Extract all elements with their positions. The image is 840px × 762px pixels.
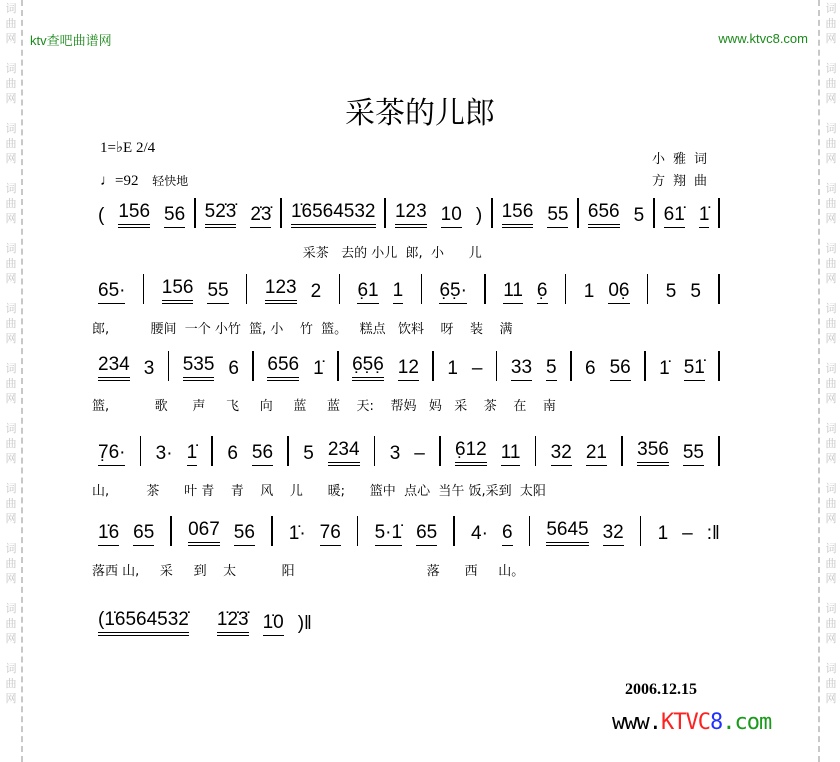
note-group: 65 — [416, 523, 437, 546]
note-group: 1̇ — [659, 358, 670, 379]
note-group: 11 — [503, 281, 523, 304]
bar-line — [718, 436, 720, 466]
logo-part: KTVC — [660, 710, 710, 735]
credits — [652, 148, 715, 192]
note-group: 656 — [588, 202, 620, 228]
note-group: 5 — [665, 281, 677, 302]
note-group: 6 — [228, 358, 239, 379]
note-group: 234 — [328, 440, 360, 466]
watermark-text: 词 曲 网 — [5, 63, 17, 105]
note-group: 356 — [637, 440, 669, 466]
watermark-text: 词 曲 网 — [5, 123, 17, 165]
measure — [375, 523, 438, 546]
site-url-link[interactable]: www.ktvc8.com — [718, 31, 808, 46]
notation-row — [98, 355, 720, 381]
measure — [98, 443, 125, 466]
bar-line — [565, 274, 567, 304]
note-group: 1 — [583, 281, 595, 302]
note-group: 5·1̇ — [375, 523, 402, 546]
notation-row — [98, 202, 720, 228]
watermark-text: 词 曲 网 — [5, 663, 17, 705]
watermark-text: 词 曲 网 — [825, 123, 837, 165]
note-group: 1̇6 — [98, 523, 119, 546]
note-group: 067 — [188, 520, 220, 546]
logo-part: 8 — [709, 710, 723, 735]
note-group: 55 — [683, 443, 704, 466]
note-group: 33 — [511, 358, 532, 381]
note-group: 56 — [252, 443, 273, 466]
measure — [357, 281, 403, 304]
note-group: ) — [475, 205, 483, 226]
note-group: 3· — [155, 443, 173, 464]
bar-line — [374, 436, 376, 466]
time-signature: 2/4 — [135, 140, 156, 156]
bar-line — [640, 516, 642, 546]
note-group: 61̇ — [664, 205, 685, 228]
measure — [502, 202, 569, 228]
note-group: 7̣6· — [98, 443, 125, 466]
bar-line — [252, 351, 254, 381]
note-group: 1̇0 — [263, 613, 284, 636]
note-group: ( — [98, 205, 105, 226]
note-group: 234 — [98, 355, 130, 381]
note-group: 6̣12 — [455, 440, 487, 466]
note-group: 65 — [133, 523, 154, 546]
date: 2006.12.15 — [625, 681, 697, 698]
measure — [98, 610, 189, 636]
watermark-text: 词 曲 网 — [825, 423, 837, 465]
note-group: – — [471, 358, 483, 379]
note-group: 10 — [441, 205, 462, 228]
song-title: 采茶的儿郎 — [345, 96, 495, 131]
bar-line — [453, 516, 455, 546]
note-group: 5645 — [546, 520, 588, 546]
note-group: 156 — [502, 202, 534, 228]
note-group: 5 — [690, 281, 701, 302]
measure — [511, 358, 557, 381]
lyrics-line: 采茶 去的 小儿 郎, 小 儿 — [92, 246, 482, 261]
measure — [637, 440, 704, 466]
note-group: 1 — [657, 523, 669, 544]
note-group: 156 — [118, 202, 150, 228]
bar-line — [647, 274, 649, 304]
watermark-text: 词 曲 网 — [5, 603, 17, 645]
bar-line — [484, 274, 486, 304]
note-group: 6 — [227, 443, 238, 464]
bar-line — [357, 516, 359, 546]
measure — [546, 520, 623, 546]
notation-row — [98, 440, 720, 466]
quarter-note-icon: ♩ — [100, 173, 115, 189]
measure — [98, 202, 185, 228]
note-group: :‖ — [706, 523, 720, 544]
note-group: 56 — [610, 358, 631, 381]
measure — [584, 281, 630, 304]
measure — [447, 359, 482, 381]
measure — [98, 281, 125, 304]
bar-line — [337, 351, 339, 381]
watermark-text: 词 曲 网 — [5, 483, 17, 525]
lyrics-line: 篮, 歌 声 飞 向 蓝 蓝 天: 帮妈 妈 采 茶 在 南 — [92, 399, 556, 414]
bar-line — [644, 351, 646, 381]
key-label: 1=♭E — [100, 140, 133, 156]
bar-line — [271, 516, 273, 546]
logo-part: www. — [612, 710, 661, 735]
note-group: 52̇3̇ — [205, 202, 237, 228]
note-group: 6̣1 — [357, 281, 378, 304]
measure — [217, 610, 312, 636]
note-group: 5 — [303, 443, 314, 464]
measure — [291, 202, 376, 228]
note-group: 56 — [234, 523, 255, 546]
bar-line — [491, 198, 493, 228]
note-group: 32 — [551, 443, 572, 466]
measure — [303, 440, 359, 466]
note-group: 76 — [320, 523, 341, 546]
note-group: 1̇ — [699, 205, 710, 228]
note-group: 1 — [447, 358, 458, 379]
measure — [162, 278, 229, 304]
bar-line — [194, 198, 196, 228]
note-group: 1̇2̇3̇ — [217, 610, 249, 636]
bar-line — [496, 351, 498, 381]
logo-part: .com — [722, 710, 772, 735]
measure — [659, 358, 705, 381]
bar-line — [287, 436, 289, 466]
bar-line — [718, 351, 720, 381]
note-group: 156 — [162, 278, 194, 304]
note-group: – — [682, 523, 693, 544]
measure — [289, 523, 341, 546]
watermark-text: 词 曲 网 — [5, 3, 17, 45]
tempo-value: =92 — [115, 173, 139, 189]
note-group: 51̇ — [684, 358, 705, 381]
note-group: 535 — [183, 355, 215, 381]
bar-line — [384, 198, 386, 228]
note-group: 1̇ — [187, 443, 198, 466]
bar-line — [246, 274, 248, 304]
note-group: 06̣ — [608, 281, 629, 304]
measure — [395, 202, 482, 228]
measure — [183, 355, 239, 381]
note-group: 6̣5̣· — [439, 281, 466, 304]
measure — [188, 520, 255, 546]
note-group: 3 — [143, 358, 155, 379]
watermark-text: 词 曲 网 — [825, 3, 837, 45]
measure — [390, 444, 425, 466]
note-group: 656 — [267, 355, 299, 381]
composer: 方翔曲 — [651, 173, 715, 188]
measure — [471, 523, 512, 546]
lyrics-line: 郎, 腰间 一个 小竹 篮, 小 竹 篮。 糕点 饮料 呀 装 满 — [92, 322, 513, 337]
site-logo — [612, 710, 771, 735]
bar-line — [577, 198, 579, 228]
bar-line — [211, 436, 213, 466]
watermark-text: 词 曲 网 — [825, 303, 837, 345]
notation-row — [98, 520, 720, 546]
measure — [205, 202, 272, 228]
watermark-text: 词 曲 网 — [5, 423, 17, 465]
key-signature — [100, 138, 155, 157]
bar-line — [718, 198, 720, 228]
bar-line — [421, 274, 423, 304]
measure — [551, 443, 607, 466]
note-group: 55 — [547, 205, 568, 228]
measure — [265, 278, 321, 304]
bar-line — [339, 274, 341, 304]
note-group: (1̇6564532̇ — [98, 610, 189, 636]
note-group: 4· — [471, 523, 488, 544]
note-group: 6̣ — [537, 281, 548, 304]
note-group: 1 — [393, 281, 404, 304]
watermark-text: 词 曲 网 — [5, 363, 17, 405]
bar-line — [432, 351, 434, 381]
measure — [455, 440, 520, 466]
tempo-mark: 轻快地 — [152, 174, 189, 188]
measure — [352, 355, 419, 381]
watermark-text: 词 曲 网 — [5, 303, 17, 345]
bar-line — [718, 274, 720, 304]
note-group: 21 — [586, 443, 607, 466]
bar-line — [143, 274, 145, 304]
notation-row — [98, 609, 312, 636]
measure — [267, 355, 323, 381]
bar-line — [170, 516, 172, 546]
bar-line — [653, 198, 655, 228]
note-group: 1̇ — [313, 358, 324, 379]
note-group: 5 — [546, 358, 557, 381]
watermark-text: 词 曲 网 — [5, 183, 17, 225]
note-group: 5 — [633, 205, 645, 226]
note-group: – — [414, 443, 425, 464]
bar-line — [140, 436, 142, 466]
measure — [98, 355, 154, 381]
measure — [503, 281, 547, 304]
bar-line — [280, 198, 282, 228]
note-group: 6̣5̣6̣ — [352, 355, 384, 381]
measure — [98, 523, 154, 546]
watermark-text: 词 曲 网 — [5, 243, 17, 285]
note-group: 65· — [98, 281, 125, 304]
note-group: 12 — [398, 358, 419, 381]
watermark-text: 词 曲 网 — [825, 63, 837, 105]
watermark-text: 词 曲 网 — [5, 543, 17, 585]
measure — [666, 282, 701, 304]
note-group: )‖ — [297, 613, 312, 634]
note-group: 56 — [164, 205, 185, 228]
measure — [439, 281, 466, 304]
note-group: 11 — [501, 443, 521, 466]
lyricist: 小雅词 — [651, 151, 715, 166]
measure — [227, 443, 273, 466]
note-group: 123 — [265, 278, 297, 304]
measure — [585, 358, 631, 381]
bar-line — [529, 516, 531, 546]
watermark-text: 词 曲 网 — [825, 483, 837, 525]
note-group: 3 — [389, 443, 401, 464]
note-group: 6 — [502, 523, 513, 546]
bar-line — [439, 436, 441, 466]
bar-line — [168, 351, 170, 381]
note-group: 1̇6564532 — [291, 202, 376, 228]
bar-line — [535, 436, 537, 466]
note-group: 32 — [603, 523, 624, 546]
note-group: 2̇3̇ — [250, 205, 271, 228]
lyrics-line: 落西 山, 采 到 太 阳 落 西 山。 — [92, 564, 525, 579]
tempo — [100, 172, 188, 190]
bar-line — [570, 351, 572, 381]
watermark-text: 词 曲 网 — [825, 183, 837, 225]
note-group: 6 — [585, 358, 596, 379]
measure — [658, 524, 720, 546]
bar-line — [621, 436, 623, 466]
notation-row — [98, 278, 720, 304]
watermark-text: 词 曲 网 — [825, 543, 837, 585]
lyrics-line: 山, 茶 叶 青 青 风 儿 暖; 篮中 点心 当午 饭,采到 太阳 — [92, 484, 546, 499]
measure — [664, 205, 710, 228]
site-name-link[interactable]: ktv查吧曲谱网 — [30, 33, 112, 48]
watermark-text: 词 曲 网 — [825, 363, 837, 405]
measure — [156, 443, 197, 466]
note-group: 55 — [207, 281, 228, 304]
note-group: 123 — [395, 202, 427, 228]
watermark-text: 词 曲 网 — [825, 243, 837, 285]
note-group: 1̇· — [288, 523, 306, 544]
watermark-text: 词 曲 网 — [825, 603, 837, 645]
watermark-text: 词 曲 网 — [825, 663, 837, 705]
measure — [588, 202, 644, 228]
note-group: 2 — [310, 281, 322, 302]
